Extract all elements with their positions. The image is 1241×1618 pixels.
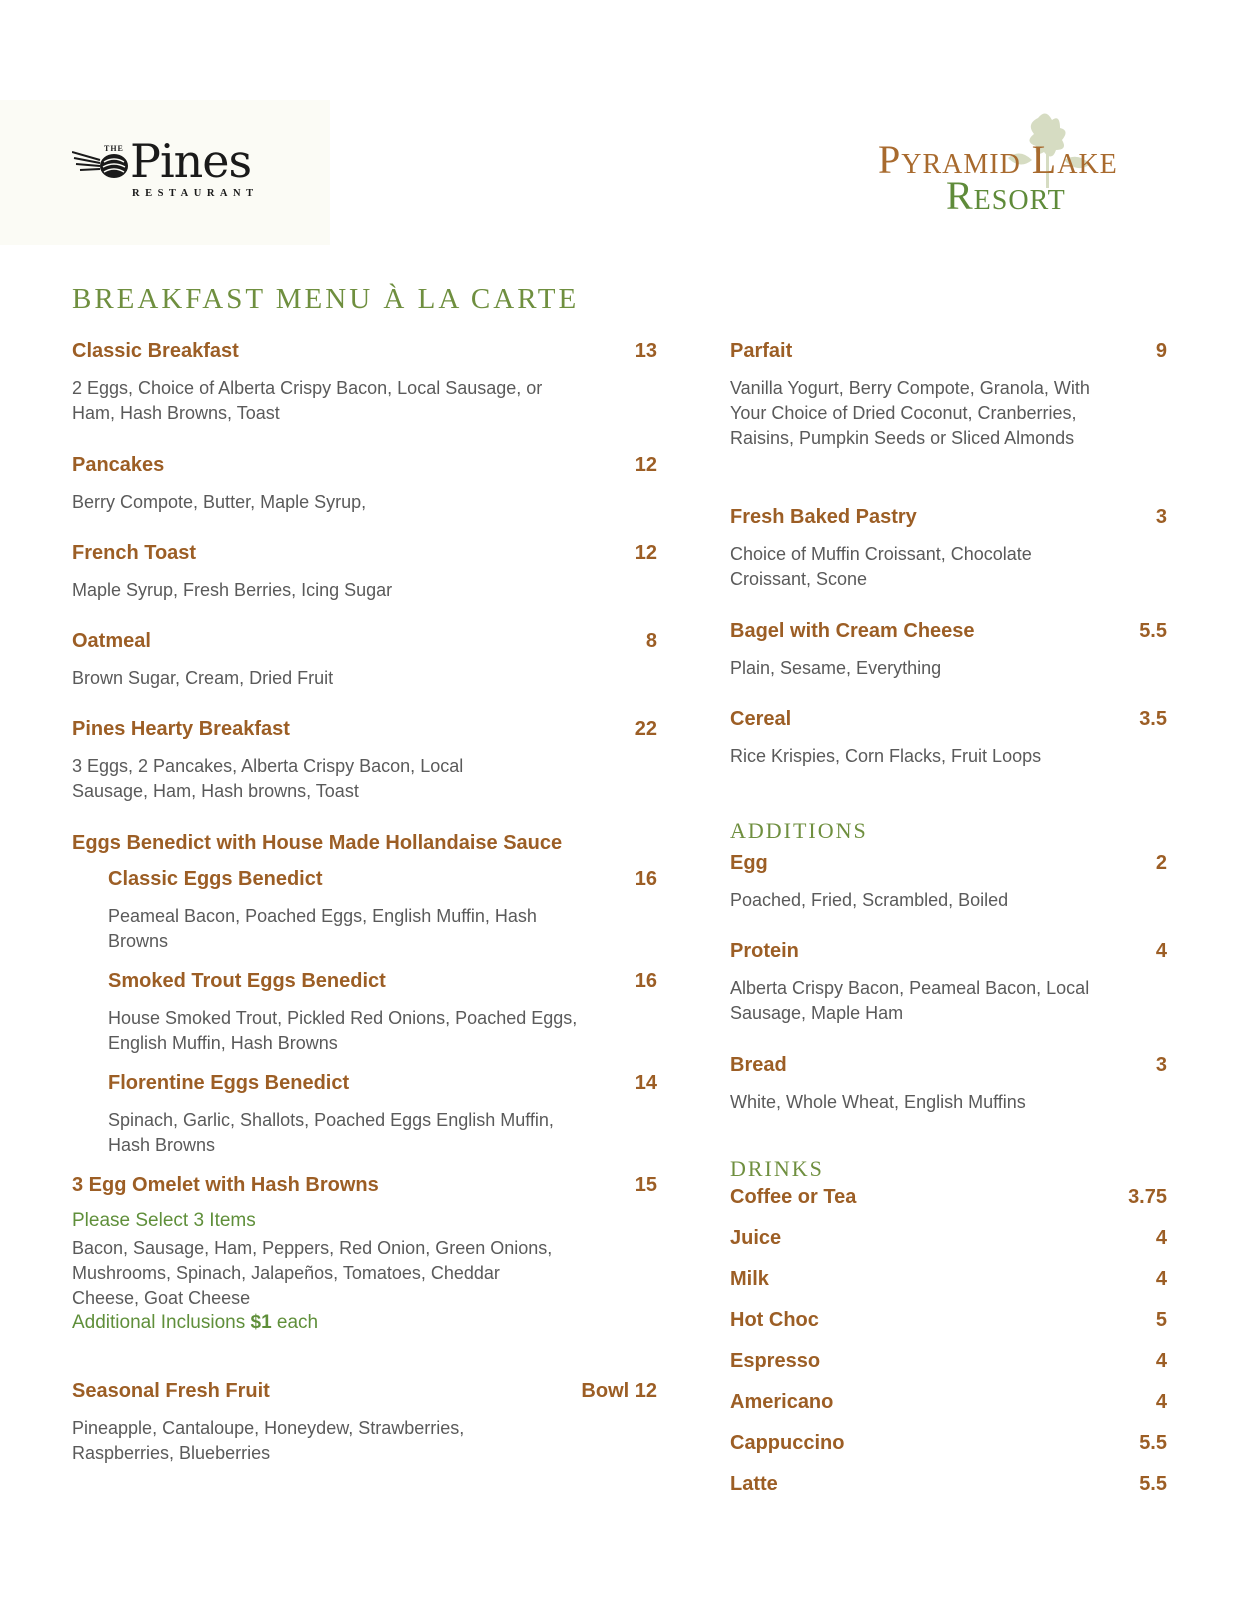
item-description: Bacon, Sausage, Ham, Peppers, Red Onion, Green Onions, Mushrooms, Spinach, Jalapeños, Tomatoes, Cheddar Cheese, Goat Cheese [72, 1238, 553, 1308]
item-description: Peameal Bacon, Poached Eggs, English Muffin, Hash Browns [108, 906, 537, 951]
item-price: 3 [1155, 506, 1167, 528]
item-description: Spinach, Garlic, Shallots, Poached Eggs English Muffin, Hash Browns [108, 1110, 554, 1155]
item-price: 13 [634, 340, 657, 362]
item-price: 9 [1155, 340, 1167, 362]
item-description: 3 Eggs, 2 Pancakes, Alberta Crispy Bacon, Local Sausage, Ham, Hash browns, Toast [72, 756, 464, 801]
additional-note-price: $1 [250, 1312, 272, 1333]
item-description: Berry Compote, Butter, Maple Syrup, [72, 492, 367, 512]
item-description: Vanilla Yogurt, Berry Compote, Granola, With Your Choice of Dried Coconut, Cranberries, Raisins, Pumpkin Seeds or Sliced Almonds [730, 378, 1090, 448]
item-name: Classic Breakfast [72, 340, 239, 362]
item-name: Florentine Eggs Benedict [108, 1072, 350, 1094]
pines-logo-name: Pines [130, 134, 252, 188]
pyramid-logo-line1: Pyramid Lake [878, 137, 1118, 182]
drink-name: Juice [730, 1227, 782, 1249]
drink-price: 4 [1155, 1391, 1167, 1413]
item-name: Protein [730, 940, 799, 962]
item-name: Pancakes [72, 454, 165, 476]
item-description: Poached, Fried, Scrambled, Boiled [730, 890, 1009, 910]
drink-price: 4 [1155, 1268, 1167, 1290]
drink-name: Americano [730, 1391, 834, 1413]
item-price: 16 [634, 868, 657, 890]
item-description: Maple Syrup, Fresh Berries, Icing Sugar [72, 580, 393, 600]
item-price: 4 [1155, 940, 1167, 962]
drink-name: Hot Choc [730, 1309, 819, 1331]
item-price: 22 [634, 718, 657, 740]
item-description: House Smoked Trout, Pickled Red Onions, Poached Eggs, English Muffin, Hash Browns [108, 1008, 578, 1053]
item-price: 12 [634, 542, 657, 564]
item-description: Alberta Crispy Bacon, Peameal Bacon, Local Sausage, Maple Ham [730, 978, 1090, 1023]
item-price: 3.5 [1139, 708, 1167, 730]
item-name: Pines Hearty Breakfast [72, 718, 290, 740]
drink-name: Cappuccino [730, 1432, 845, 1454]
item-description: Brown Sugar, Cream, Dried Fruit [72, 668, 334, 688]
item-price: 16 [634, 970, 657, 992]
item-name: French Toast [72, 542, 197, 564]
pines-logo-subtitle: RESTAURANT [132, 188, 259, 199]
item-description: 2 Eggs, Choice of Alberta Crispy Bacon, Local Sausage, or Ham, Hash Browns, Toast [72, 378, 543, 423]
drinks-section-title: DRINKS [730, 1156, 824, 1181]
item-description: Rice Krispies, Corn Flacks, Fruit Loops [730, 746, 1042, 766]
additional-note-text: Additional Inclusions [72, 1312, 251, 1333]
item-price: Bowl 12 [581, 1380, 657, 1402]
item-price: 3 [1155, 1054, 1167, 1076]
omelet-additional-note [72, 1312, 318, 1334]
drink-name: Espresso [730, 1350, 821, 1372]
drink-price: 3.75 [1128, 1186, 1167, 1208]
item-name: Classic Eggs Benedict [108, 868, 323, 890]
pines-restaurant-logo [72, 134, 262, 202]
item-name: 3 Egg Omelet with Hash Browns [72, 1174, 379, 1196]
pyramid-lake-resort-logo [878, 108, 1178, 218]
menu-title: BREAKFAST MENU À LA CARTE [72, 283, 580, 315]
item-description: Plain, Sesame, Everything [730, 658, 942, 678]
item-name: Seasonal Fresh Fruit [72, 1380, 270, 1402]
item-price: 14 [634, 1072, 657, 1094]
drink-name: Coffee or Tea [730, 1186, 857, 1208]
item-price: 15 [634, 1174, 657, 1196]
item-description: Choice of Muffin Croissant, Chocolate Croissant, Scone [730, 544, 1032, 589]
item-price: 12 [634, 454, 657, 476]
pyramid-logo-line2: Resort [946, 173, 1066, 218]
item-price: 5.5 [1139, 620, 1167, 642]
drink-price: 4 [1155, 1227, 1167, 1249]
item-name: Parfait [730, 340, 793, 362]
omelet-select-note: Please Select 3 Items [72, 1210, 256, 1231]
item-name: Egg [730, 852, 768, 874]
item-description: White, Whole Wheat, English Muffins [730, 1092, 1026, 1112]
drink-price: 5 [1155, 1309, 1167, 1331]
item-name: Oatmeal [72, 630, 151, 652]
item-name: Fresh Baked Pastry [730, 506, 917, 528]
additions-section-title: ADDITIONS [730, 818, 868, 843]
item-description: Pineapple, Cantaloupe, Honeydew, Strawberries, Raspberries, Blueberries [72, 1418, 465, 1463]
drink-price: 4 [1155, 1350, 1167, 1372]
item-name: Cereal [730, 708, 792, 730]
drink-price: 5.5 [1139, 1473, 1167, 1495]
drink-name: Milk [730, 1268, 769, 1290]
item-name: Smoked Trout Eggs Benedict [108, 970, 386, 992]
item-name: Bagel with Cream Cheese [730, 620, 975, 642]
item-name: Bread [730, 1054, 787, 1076]
item-price: 2 [1155, 852, 1167, 874]
additional-note-suffix: each [271, 1312, 319, 1333]
item-price: 8 [645, 630, 657, 652]
drink-price: 5.5 [1139, 1432, 1167, 1454]
drink-name: Latte [730, 1473, 778, 1495]
eggs-benedict-heading: Eggs Benedict with House Made Hollandaise Sauce [72, 832, 563, 854]
pines-logo-the: THE [104, 144, 124, 153]
